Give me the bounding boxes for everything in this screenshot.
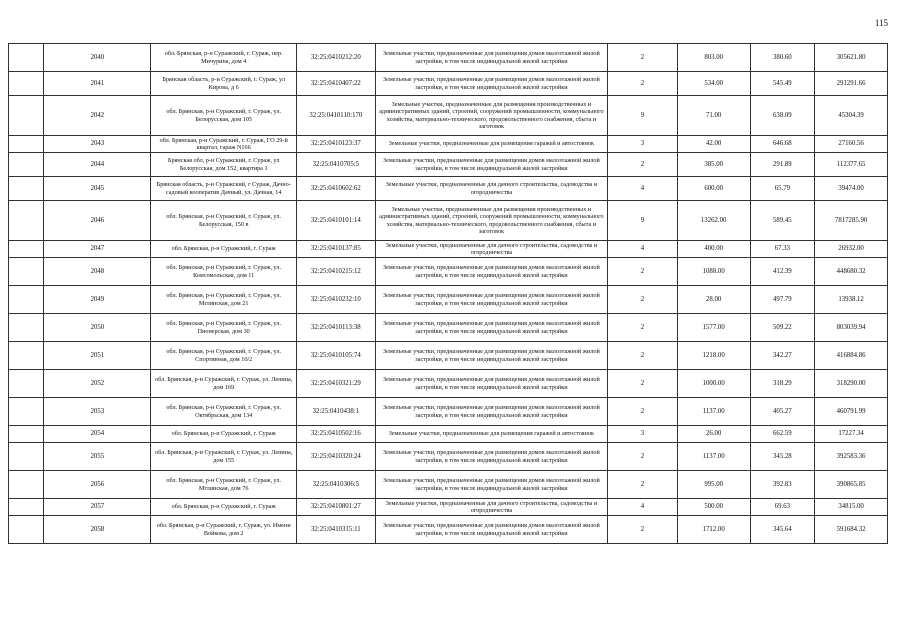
cadastral-number-cell: 32:25:0410602:62 [296,177,375,201]
specific-value-cell: 380.60 [750,44,815,72]
table-row [9,370,888,398]
land-use-cell: Земельные участки, предназначенные для размещения гаражей и автостоянок [375,136,607,153]
address-cell: обл. Брянская, р-н Суражский, г. Сураж, ул. Комсомольская, дом 11 [151,258,296,286]
table-row [9,471,888,499]
row-number: 2052 [44,370,151,398]
table-row [9,177,888,201]
address-cell: Брянская область, р-н Суражский, г. Сураж, ул Кирова, д 6 [151,72,296,96]
specific-value-cell: 318.29 [750,370,815,398]
area-cell: 1137.00 [677,443,750,471]
row-number: 2056 [44,471,151,499]
land-use-cell: Земельные участки, предназначенные для дачного строительства, садоводства и огородничества [375,177,607,201]
address-cell: обл. Брянская, р-н Суражский, г. Сураж, ул. Мглинская, дом 76 [151,471,296,499]
cadastral-value-cell: 390865.85 [815,471,888,499]
cadastral-number-cell: 32:25:0410705:5 [296,153,375,177]
area-cell: 26.00 [677,426,750,443]
cadastral-number-cell: 32:25:0410110:170 [296,96,375,136]
group-cell: 9 [608,201,678,241]
area-cell: 28.00 [677,286,750,314]
table-row [9,258,888,286]
specific-value-cell: 412.39 [750,258,815,286]
cadastral-value-table [8,43,888,544]
cadastral-value-cell: 591684.32 [815,516,888,544]
cadastral-value-cell: 13938.12 [815,286,888,314]
table-row [9,499,888,516]
table-row [9,426,888,443]
address-cell: обл. Брянская, р-н Суражский, г. Сураж [151,426,296,443]
land-use-cell: Земельные участки, предназначенные для размещения гаражей и автостоянок [375,426,607,443]
row-number: 2050 [44,314,151,342]
group-cell: 2 [608,471,678,499]
blank-cell [9,342,44,370]
address-cell: обл. Брянская, р-н Суражский, г. Сураж, ул. Ленина, дом 155 [151,443,296,471]
cadastral-number-cell: 32:25:0410801:27 [296,499,375,516]
table-row [9,443,888,471]
row-number: 2049 [44,286,151,314]
area-cell: 1000.00 [677,370,750,398]
cadastral-number-cell: 32:25:0410320:24 [296,443,375,471]
address-cell: обл. Брянская, р-н Суражский, г. Сураж, ул. Белорусская, 150 в [151,201,296,241]
row-number: 2053 [44,398,151,426]
specific-value-cell: 69.63 [750,499,815,516]
blank-cell [9,44,44,72]
blank-cell [9,370,44,398]
specific-value-cell: 392.83 [750,471,815,499]
specific-value-cell: 405.27 [750,398,815,426]
cadastral-number-cell: 32:25:0410502:16 [296,426,375,443]
blank-cell [9,72,44,96]
group-cell: 2 [608,370,678,398]
cadastral-number-cell: 32:25:0410105:74 [296,342,375,370]
address-cell: обл. Брянская, р-н Суражский, г. Сураж [151,499,296,516]
cadastral-value-cell: 39474.00 [815,177,888,201]
land-use-cell: Земельные участки, предназначенные для размещения домов малоэтажной жилой застройки, в том числе индивидуальной жилой застройки [375,314,607,342]
blank-cell [9,96,44,136]
cadastral-value-cell: 7817285.90 [815,201,888,241]
land-use-cell: Земельные участки, предназначенные для размещения домов малоэтажной жилой застройки, в том числе индивидуальной жилой застройки [375,342,607,370]
cadastral-number-cell: 32:25:0410315:11 [296,516,375,544]
cadastral-number-cell: 32:25:0410321:29 [296,370,375,398]
group-cell: 2 [608,44,678,72]
blank-cell [9,177,44,201]
specific-value-cell: 67.33 [750,241,815,258]
address-cell: обл. Брянская, р-н Суражский, г. Сураж, ул. Имени Войкова, дом 2 [151,516,296,544]
land-use-cell: Земельные участки, предназначенные для размещения домов малоэтажной жилой застройки, в том числе индивидуальной жилой застройки [375,471,607,499]
cadastral-number-cell: 32:25:0410123:37 [296,136,375,153]
area-cell: 995.00 [677,471,750,499]
group-cell: 3 [608,136,678,153]
cadastral-value-cell: 34815.00 [815,499,888,516]
land-use-cell: Земельные участки, предназначенные для размещения домов малоэтажной жилой застройки, в том числе индивидуальной жилой застройки [375,443,607,471]
row-number: 2046 [44,201,151,241]
row-number: 2042 [44,96,151,136]
cadastral-number-cell: 32:25:0410438:1 [296,398,375,426]
row-number: 2043 [44,136,151,153]
specific-value-cell: 345.64 [750,516,815,544]
specific-value-cell: 342.27 [750,342,815,370]
specific-value-cell: 345.28 [750,443,815,471]
area-cell: 1218.00 [677,342,750,370]
area-cell: 71.00 [677,96,750,136]
address-cell: обл. Брянская, р-н Суражский, г. Сураж, ул. Пионерская, дом 30 [151,314,296,342]
blank-cell [9,153,44,177]
area-cell: 803.00 [677,44,750,72]
land-use-cell: Земельные участки, предназначенные для размещения домов малоэтажной жилой застройки, в том числе индивидуальной жилой застройки [375,153,607,177]
table-row [9,136,888,153]
table-row [9,516,888,544]
group-cell: 4 [608,241,678,258]
address-cell: обл. Брянская, р-н Суражский, г. Сураж, ул. Ленина, дом 169 [151,370,296,398]
cadastral-number-cell: 32:25:0410407:22 [296,72,375,96]
row-number: 2054 [44,426,151,443]
land-use-cell: Земельные участки, предназначенные для дачного строительства, садоводства и огородничества [375,241,607,258]
row-number: 2045 [44,177,151,201]
area-cell: 1088.00 [677,258,750,286]
cadastral-number-cell: 32:25:0410212:20 [296,44,375,72]
blank-cell [9,443,44,471]
cadastral-number-cell: 32:25:0410232:10 [296,286,375,314]
area-cell: 600.00 [677,177,750,201]
table-row [9,286,888,314]
area-cell: 534.00 [677,72,750,96]
cadastral-value-cell: 448680.32 [815,258,888,286]
table-row [9,72,888,96]
address-cell: обл. Брянская, р-н Суражский, г. Сураж, ГО 29-й квартал, гараж N166 [151,136,296,153]
cadastral-value-cell: 17227.34 [815,426,888,443]
land-use-cell: Земельные участки, предназначенные для размещения домов малоэтажной жилой застройки, в том числе индивидуальной жилой застройки [375,286,607,314]
blank-cell [9,398,44,426]
group-cell: 2 [608,72,678,96]
cadastral-value-cell: 26932.00 [815,241,888,258]
cadastral-value-cell: 27160.56 [815,136,888,153]
group-cell: 2 [608,398,678,426]
cadastral-value-cell: 803039.94 [815,314,888,342]
cadastral-number-cell: 32:25:0410306:5 [296,471,375,499]
blank-cell [9,201,44,241]
cadastral-value-cell: 416884.86 [815,342,888,370]
table-row [9,314,888,342]
cadastral-value-cell: 460791.99 [815,398,888,426]
cadastral-number-cell: 32:25:0410215:12 [296,258,375,286]
specific-value-cell: 646.68 [750,136,815,153]
specific-value-cell: 589.45 [750,201,815,241]
address-cell: обл. Брянская, р-н Суражский, г. Сураж, ул. Октябрьская, дом 134 [151,398,296,426]
area-cell: 1577.00 [677,314,750,342]
area-cell: 1137.00 [677,398,750,426]
land-use-cell: Земельные участки, предназначенные для размещения домов малоэтажной жилой застройки, в том числе индивидуальной жилой застройки [375,72,607,96]
blank-cell [9,258,44,286]
blank-cell [9,241,44,258]
row-number: 2057 [44,499,151,516]
address-cell: обл. Брянская, р-н Суражский, г. Сураж, пер. Мичурина, дом 4 [151,44,296,72]
group-cell: 2 [608,286,678,314]
cadastral-value-cell: 45304.39 [815,96,888,136]
group-cell: 2 [608,258,678,286]
address-cell: обл. Брянская, р-н Суражский, г. Сураж [151,241,296,258]
table-row [9,96,888,136]
group-cell: 2 [608,516,678,544]
group-cell: 2 [608,153,678,177]
blank-cell [9,516,44,544]
row-number: 2055 [44,443,151,471]
table-row [9,241,888,258]
land-use-cell: Земельные участки, предназначенные для дачного строительства, садоводства и огородничества [375,499,607,516]
cadastral-number-cell: 32:25:0410137:85 [296,241,375,258]
row-number: 2051 [44,342,151,370]
address-cell: обл. Брянская, р-н Суражский, г. Сураж, ул. Спортивная, дом 10/2 [151,342,296,370]
area-cell: 400.00 [677,241,750,258]
table-row [9,44,888,72]
row-number: 2048 [44,258,151,286]
land-use-cell: Земельные участки, предназначенные для размещения домов малоэтажной жилой застройки, в том числе индивидуальной жилой застройки [375,258,607,286]
row-number: 2044 [44,153,151,177]
specific-value-cell: 65.79 [750,177,815,201]
specific-value-cell: 638.09 [750,96,815,136]
page-number: 115 [874,18,888,28]
specific-value-cell: 291.89 [750,153,815,177]
row-number: 2058 [44,516,151,544]
blank-cell [9,136,44,153]
cadastral-value-cell: 392583.36 [815,443,888,471]
address-cell: обл. Брянская, р-н Суражский, г. Сураж, ул. Мглинская, дом 21 [151,286,296,314]
land-use-cell: Земельные участки, предназначенные для размещения домов малоэтажной жилой застройки, в том числе индивидуальной жилой застройки [375,516,607,544]
address-cell: Брянская обл, р-н Суражский, г. Сураж, ул Белорусская, дом 152, квартира 1 [151,153,296,177]
specific-value-cell: 509.22 [750,314,815,342]
land-use-cell: Земельные участки, предназначенные для размещения домов малоэтажной жилой застройки, в том числе индивидуальной жилой застройки [375,44,607,72]
table-row [9,201,888,241]
blank-cell [9,471,44,499]
area-cell: 1712.00 [677,516,750,544]
group-cell: 2 [608,342,678,370]
specific-value-cell: 545.49 [750,72,815,96]
group-cell: 4 [608,499,678,516]
blank-cell [9,286,44,314]
group-cell: 4 [608,177,678,201]
group-cell: 2 [608,443,678,471]
area-cell: 500.00 [677,499,750,516]
land-use-cell: Земельные участки, предназначенные для размещения домов малоэтажной жилой застройки, в том числе индивидуальной жилой застройки [375,398,607,426]
area-cell: 385.00 [677,153,750,177]
group-cell: 3 [608,426,678,443]
area-cell: 13262.00 [677,201,750,241]
cadastral-value-cell: 112377.65 [815,153,888,177]
table-row [9,398,888,426]
blank-cell [9,426,44,443]
row-number: 2040 [44,44,151,72]
table-row [9,153,888,177]
cadastral-value-cell: 305621.80 [815,44,888,72]
cadastral-number-cell: 32:25:0410101:14 [296,201,375,241]
land-use-cell: Земельные участки, предназначенные для размещения домов малоэтажной жилой застройки, в том числе индивидуальной жилой застройки [375,370,607,398]
land-use-cell: Земельные участки, предназначенные для размещения производственных и административных зданий, строений, сооружений промышленности, коммунального хозяйства, материально-технического, продовольственного снабжения, сбыта и заготовок [375,96,607,136]
cadastral-value-cell: 291291.66 [815,72,888,96]
table-row [9,342,888,370]
cadastral-number-cell: 32:25:0410113:38 [296,314,375,342]
group-cell: 9 [608,96,678,136]
blank-cell [9,314,44,342]
row-number: 2041 [44,72,151,96]
land-use-cell: Земельные участки, предназначенные для размещения производственных и административных зданий, строений, сооружений промышленности, коммунального хозяйства, материально-технического, продовольственного снабжения, сбыта и заготовок [375,201,607,241]
blank-cell [9,499,44,516]
address-cell: Брянская область, р-н Суражский, г Сураж, Дачно-садовый кооператив Дачный, ул. Дачная, 14 [151,177,296,201]
cadastral-value-cell: 318290.00 [815,370,888,398]
specific-value-cell: 497.79 [750,286,815,314]
area-cell: 42.00 [677,136,750,153]
address-cell: обл. Брянская, р-н Суражский, г. Сураж, ул. Белорусская, дом 105 [151,96,296,136]
row-number: 2047 [44,241,151,258]
specific-value-cell: 662.59 [750,426,815,443]
group-cell: 2 [608,314,678,342]
